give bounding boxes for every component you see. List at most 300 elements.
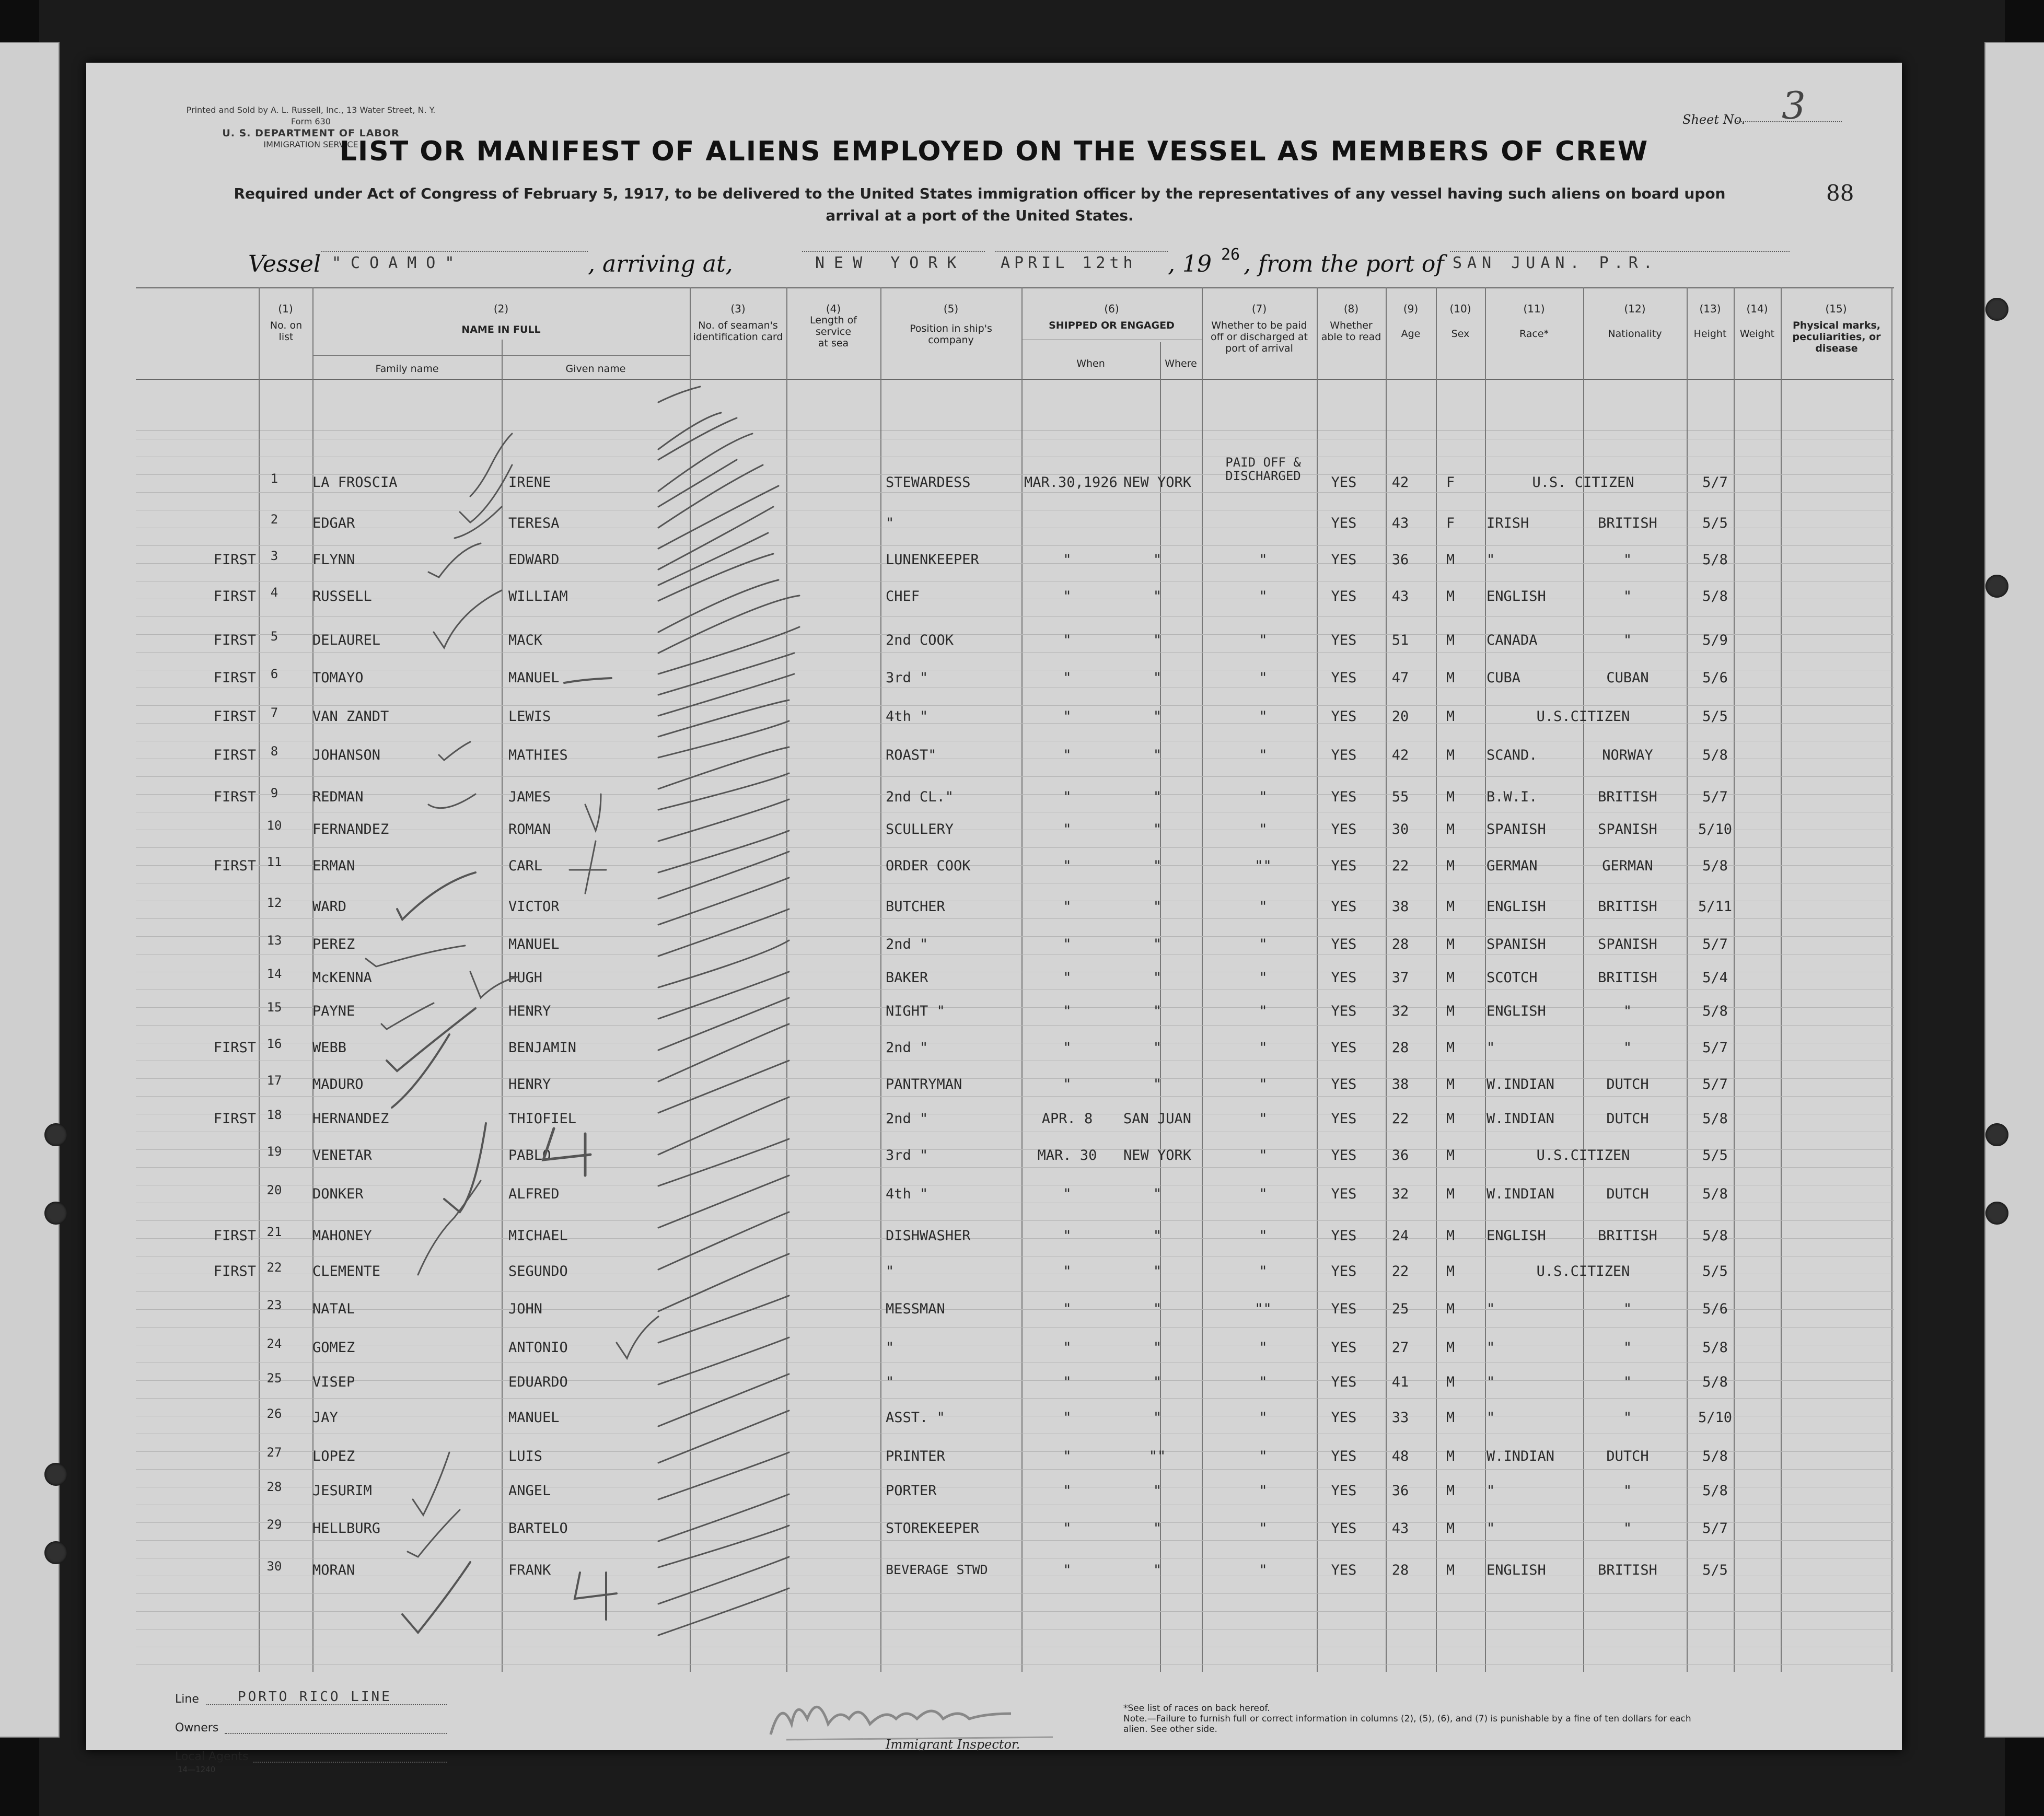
able-to-read: YES	[1331, 1040, 1357, 1056]
given-name: HUGH	[508, 970, 543, 986]
form-code: 14—1240	[178, 1765, 216, 1774]
shipped-where: ""	[1148, 1448, 1166, 1464]
nationality: "	[1623, 588, 1632, 604]
age: 28	[1391, 1562, 1409, 1578]
header-race: Race*	[1519, 328, 1549, 340]
given-name: MATHIES	[508, 747, 568, 763]
table-row	[136, 705, 1894, 729]
sex: M	[1446, 1520, 1455, 1536]
arriving-label: , arriving at,	[588, 251, 733, 277]
able-to-read: YES	[1331, 1410, 1357, 1426]
nationality: SPANISH	[1598, 821, 1657, 837]
shipped-where: "	[1153, 1301, 1162, 1317]
table-row	[136, 455, 1894, 495]
nationality: DUTCH	[1606, 1111, 1649, 1127]
paid-off-status: PAID OFF & DISCHARGED	[1225, 455, 1301, 483]
citizenship: U.S. CITIZEN	[1532, 474, 1634, 491]
shipped-where: "	[1153, 747, 1162, 763]
race: SCAND.	[1486, 747, 1538, 763]
family-name: EDGAR	[312, 515, 355, 531]
list-number: 1	[270, 471, 278, 486]
sex: F	[1446, 515, 1455, 531]
able-to-read: YES	[1331, 1147, 1357, 1163]
able-to-read: YES	[1331, 747, 1357, 763]
family-name: VENETAR	[312, 1147, 372, 1163]
height: 5/8	[1702, 747, 1728, 763]
table-row	[136, 744, 1894, 768]
ruled-line	[136, 776, 1894, 777]
able-to-read: YES	[1331, 474, 1357, 491]
table-row	[136, 1517, 1894, 1541]
paid-off-status: "	[1259, 1003, 1268, 1019]
race: "	[1486, 1520, 1495, 1536]
paid-off-status: "	[1259, 1448, 1268, 1464]
position: "	[886, 1374, 895, 1390]
ruled-line	[136, 1220, 1894, 1221]
sex: M	[1446, 1040, 1455, 1056]
arriving-port: NEW YORK	[815, 254, 966, 272]
sex: M	[1446, 632, 1455, 648]
list-number: 11	[266, 855, 282, 869]
agents-fill-line	[253, 1762, 447, 1763]
sheet-number-value: 3	[1782, 84, 1806, 127]
first-class-mark: FIRST	[213, 1111, 256, 1127]
header-family-name: Family name	[375, 363, 439, 375]
race: "	[1486, 1374, 1495, 1390]
list-number: 4	[270, 585, 278, 600]
height: 5/8	[1702, 1228, 1728, 1244]
height: 5/6	[1702, 1301, 1728, 1317]
nationality: DUTCH	[1606, 1186, 1649, 1202]
family-name: McKENNA	[312, 970, 372, 986]
paid-off-status: "	[1259, 1111, 1268, 1127]
sex: M	[1446, 821, 1455, 837]
nationality: BRITISH	[1598, 899, 1657, 915]
able-to-read: YES	[1331, 789, 1357, 805]
given-name: CARL	[508, 858, 543, 874]
height: 5/8	[1702, 1374, 1728, 1390]
list-number: 18	[266, 1108, 282, 1122]
table-row	[136, 1144, 1894, 1168]
given-name: THIOFIEL	[508, 1111, 577, 1127]
crew-manifest-table	[136, 287, 1894, 1672]
nationality: BRITISH	[1598, 1562, 1657, 1578]
shipped-when: "	[1063, 936, 1072, 952]
shipped-where: "	[1153, 1186, 1162, 1202]
paid-off-status: "	[1259, 552, 1268, 568]
able-to-read: YES	[1331, 1301, 1357, 1317]
list-number: 9	[270, 786, 278, 800]
header-age: Age	[1401, 328, 1421, 340]
height: 5/7	[1702, 474, 1728, 491]
header-col9-number: (9)	[1403, 302, 1419, 315]
height: 5/8	[1702, 1448, 1728, 1464]
shipped-where: "	[1153, 899, 1162, 915]
shipped-where: "	[1153, 552, 1162, 568]
family-name: DONKER	[312, 1186, 364, 1202]
shipped-where: "	[1153, 1562, 1162, 1578]
shipped-where: "	[1153, 1228, 1162, 1244]
age: 42	[1391, 474, 1409, 491]
position: 2nd "	[886, 1040, 928, 1056]
table-row	[136, 1225, 1894, 1249]
nationality: CUBAN	[1606, 670, 1649, 686]
header-col2-number: (2)	[493, 302, 509, 315]
position: 2nd "	[886, 1111, 928, 1127]
given-name: HENRY	[508, 1076, 551, 1092]
race: W.INDIAN	[1486, 1111, 1555, 1127]
first-class-mark: FIRST	[213, 747, 256, 763]
shipped-where: "	[1153, 1410, 1162, 1426]
header-name-in-full: NAME IN FULL	[461, 324, 541, 335]
height: 5/5	[1702, 708, 1728, 725]
family-name: WARD	[312, 899, 347, 915]
given-name: WILLIAM	[508, 588, 568, 604]
race: "	[1486, 1301, 1495, 1317]
family-name: TOMAYO	[312, 670, 364, 686]
height: 5/11	[1698, 899, 1733, 915]
sex: F	[1446, 474, 1455, 491]
paid-off-status: "	[1259, 1483, 1268, 1499]
header-where: Where	[1165, 358, 1197, 369]
race: ENGLISH	[1486, 588, 1546, 604]
ruled-line	[136, 1664, 1894, 1665]
shipped-when: "	[1063, 1520, 1072, 1536]
sex: M	[1446, 1263, 1455, 1279]
nationality: "	[1623, 1374, 1632, 1390]
race: W.INDIAN	[1486, 1186, 1555, 1202]
nationality: DUTCH	[1606, 1448, 1649, 1464]
header-col12-number: (12)	[1624, 302, 1646, 315]
nationality: "	[1623, 1301, 1632, 1317]
shipped-when: "	[1063, 1410, 1072, 1426]
table-row	[136, 1559, 1894, 1583]
arrival-date: APRIL 12th	[1001, 254, 1137, 272]
given-name: MACK	[508, 632, 543, 648]
table-row	[136, 895, 1894, 919]
shipped-when: "	[1063, 588, 1072, 604]
shipped-where: "	[1153, 936, 1162, 952]
race: B.W.I.	[1486, 789, 1538, 805]
able-to-read: YES	[1331, 670, 1357, 686]
age: 43	[1391, 588, 1409, 604]
sex: M	[1446, 1340, 1455, 1356]
family-name: VISEP	[312, 1374, 355, 1390]
race: ENGLISH	[1486, 1562, 1546, 1578]
header-col5-number: (5)	[943, 302, 959, 315]
list-number: 28	[266, 1480, 282, 1494]
table-row	[136, 667, 1894, 691]
shipped-when: "	[1063, 1040, 1072, 1056]
ruled-line	[136, 1611, 1894, 1612]
table-row	[136, 585, 1894, 609]
position: 4th "	[886, 1186, 928, 1202]
given-name: ALFRED	[508, 1186, 560, 1202]
family-name: MORAN	[312, 1562, 355, 1578]
manifest-footer	[86, 1672, 1902, 1774]
list-number: 5	[270, 629, 278, 644]
paid-off-status: "	[1259, 936, 1268, 952]
age: 48	[1391, 1448, 1409, 1464]
given-name: EDUARDO	[508, 1374, 568, 1390]
line-value: PORTO RICO LINE	[238, 1689, 392, 1705]
position: BAKER	[886, 970, 928, 986]
table-row	[136, 629, 1894, 653]
punch-hole	[1985, 575, 2008, 598]
first-class-mark: FIRST	[213, 1263, 256, 1279]
list-number: 7	[270, 705, 278, 720]
sex: M	[1446, 708, 1455, 725]
able-to-read: YES	[1331, 632, 1357, 648]
able-to-read: YES	[1331, 1520, 1357, 1536]
position: PANTRYMAN	[886, 1076, 962, 1092]
paid-off-status: ""	[1255, 1301, 1272, 1317]
paid-off-status: "	[1259, 1228, 1268, 1244]
list-number: 14	[266, 967, 282, 981]
header-when: When	[1076, 358, 1105, 369]
given-name: BARTELO	[508, 1520, 568, 1536]
ruled-line	[136, 1469, 1894, 1470]
height: 5/7	[1702, 1520, 1728, 1536]
sex: M	[1446, 670, 1455, 686]
page-title: LIST OR MANIFEST OF ALIENS EMPLOYED ON THE VESSEL AS MEMBERS OF CREW	[339, 136, 1649, 167]
height: 5/9	[1702, 632, 1728, 648]
sex: M	[1446, 1483, 1455, 1499]
position: 3rd "	[886, 1147, 928, 1163]
age: 25	[1391, 1301, 1409, 1317]
family-name: FERNANDEZ	[312, 821, 389, 837]
given-name: MANUEL	[508, 936, 560, 952]
shipped-when: "	[1063, 821, 1072, 837]
inspector-signature	[760, 1687, 1063, 1745]
race: "	[1486, 552, 1495, 568]
list-number: 20	[266, 1183, 282, 1197]
list-number: 13	[266, 933, 282, 948]
table-row	[136, 1371, 1894, 1395]
age: 38	[1391, 899, 1409, 915]
position: PRINTER	[886, 1448, 945, 1464]
sex: M	[1446, 1228, 1455, 1244]
height: 5/8	[1702, 588, 1728, 604]
able-to-read: YES	[1331, 515, 1357, 531]
header-rule	[136, 379, 1894, 380]
paid-off-status: "	[1259, 821, 1268, 837]
family-name: WEBB	[312, 1040, 347, 1056]
family-name: MADURO	[312, 1076, 364, 1092]
given-name: JOHN	[508, 1301, 543, 1317]
family-name: JESURIM	[312, 1483, 372, 1499]
sex: M	[1446, 588, 1455, 604]
position: "	[886, 1340, 895, 1356]
shipped-where: "	[1153, 632, 1162, 648]
nationality: NORWAY	[1602, 747, 1653, 763]
age: 28	[1391, 1040, 1409, 1056]
first-class-mark: FIRST	[213, 789, 256, 805]
given-name: MANUEL	[508, 670, 560, 686]
shipped-where: "	[1153, 1483, 1162, 1499]
nationality: SPANISH	[1598, 936, 1657, 952]
page-number: 88	[1826, 180, 1854, 206]
first-class-mark: FIRST	[213, 552, 256, 568]
header-col3-number: (3)	[730, 302, 746, 315]
arriving-port-line	[802, 251, 985, 252]
header-col7-number: (7)	[1251, 302, 1267, 315]
table-row	[136, 933, 1894, 957]
height: 5/8	[1702, 1483, 1728, 1499]
shipped-where: "	[1153, 670, 1162, 686]
race: "	[1486, 1410, 1495, 1426]
paid-off-status: "	[1259, 1186, 1268, 1202]
position: 2nd COOK	[886, 632, 954, 648]
list-number: 29	[266, 1517, 282, 1532]
table-row	[136, 512, 1894, 536]
list-number: 30	[266, 1559, 282, 1574]
shipped-when: "	[1063, 899, 1072, 915]
name-header-rule	[312, 355, 690, 356]
paid-off-status: ""	[1255, 858, 1272, 874]
shipped-when: "	[1063, 747, 1072, 763]
race: CUBA	[1486, 670, 1521, 686]
given-name: SEGUNDO	[508, 1263, 568, 1279]
race: "	[1486, 1340, 1495, 1356]
shipped-when: "	[1063, 1374, 1072, 1390]
nationality: "	[1623, 552, 1632, 568]
family-name: CLEMENTE	[312, 1263, 381, 1279]
position: STOREKEEPER	[886, 1520, 979, 1536]
given-name: VICTOR	[508, 899, 560, 915]
owners-label: Owners	[175, 1721, 219, 1734]
age: 43	[1391, 1520, 1409, 1536]
line-label: Line	[175, 1693, 199, 1706]
shipped-when: "	[1063, 1483, 1072, 1499]
year-prefix: , 19	[1168, 251, 1212, 277]
height: 5/7	[1702, 1040, 1728, 1056]
paid-off-status: "	[1259, 1410, 1268, 1426]
position: BEVERAGE STWD	[886, 1562, 988, 1577]
sex: M	[1446, 1301, 1455, 1317]
port-label: , from the port of	[1244, 251, 1444, 277]
form-number: Form 630	[291, 117, 331, 126]
given-name: IRENE	[508, 474, 551, 491]
header-position: Position in ship's company	[910, 323, 992, 346]
shipped-when: "	[1063, 1003, 1072, 1019]
citizenship: U.S.CITIZEN	[1536, 708, 1630, 725]
able-to-read: YES	[1331, 1483, 1357, 1499]
position: ORDER COOK	[886, 858, 971, 874]
list-number: 21	[266, 1225, 282, 1239]
table-row	[136, 1445, 1894, 1469]
able-to-read: YES	[1331, 1374, 1357, 1390]
shipped-where: "	[1153, 1374, 1162, 1390]
shipped-where: NEW YORK	[1123, 474, 1192, 491]
paid-off-status: "	[1259, 1374, 1268, 1390]
list-number: 27	[266, 1445, 282, 1460]
header-weight: Weight	[1739, 328, 1775, 340]
position: PORTER	[886, 1483, 937, 1499]
sex: M	[1446, 789, 1455, 805]
position: "	[886, 515, 895, 531]
age: 43	[1391, 515, 1409, 531]
list-number: 8	[270, 744, 278, 759]
list-number: 2	[270, 512, 278, 527]
shipped-when: "	[1063, 1448, 1072, 1464]
punch-hole	[1985, 298, 2008, 321]
able-to-read: YES	[1331, 1228, 1357, 1244]
races-note: *See list of races on back hereof.	[1123, 1703, 1270, 1714]
given-name: LUIS	[508, 1448, 543, 1464]
first-class-mark: FIRST	[213, 588, 256, 604]
vessel-name: "COAMO"	[332, 254, 464, 272]
adjacent-sheet-right	[1984, 42, 2044, 1738]
nationality: "	[1623, 1520, 1632, 1536]
header-seaman-card: No. of seaman's identification card	[693, 320, 783, 343]
list-number: 22	[266, 1260, 282, 1275]
header-length-of-service: Length of service at sea	[810, 315, 857, 349]
shipped-where: "	[1153, 1076, 1162, 1092]
age: 32	[1391, 1186, 1409, 1202]
paid-off-status: "	[1259, 670, 1268, 686]
able-to-read: YES	[1331, 1076, 1357, 1092]
position: NIGHT "	[886, 1003, 945, 1019]
punch-hole	[44, 1463, 67, 1486]
height: 5/10	[1698, 1410, 1733, 1426]
shipped-where: "	[1153, 1263, 1162, 1279]
able-to-read: YES	[1331, 858, 1357, 874]
able-to-read: YES	[1331, 588, 1357, 604]
first-class-mark: FIRST	[213, 1040, 256, 1056]
height: 5/8	[1702, 1186, 1728, 1202]
owners-fill-line	[225, 1733, 447, 1734]
height: 5/7	[1702, 1076, 1728, 1092]
list-number: 6	[270, 667, 278, 681]
ruled-line	[136, 1593, 1894, 1594]
height: 5/5	[1702, 1562, 1728, 1578]
family-name: RUSSELL	[312, 588, 372, 604]
shipped-where: "	[1153, 789, 1162, 805]
page-subtitle: Required under Act of Congress of February 5, 1917, to be delivered to the United States immigration officer by the representatives of any vessel having such aliens on board upon arrival at a port of the United States.	[234, 185, 1726, 224]
paid-off-status: "	[1259, 1340, 1268, 1356]
header-col4-number: (4)	[826, 302, 841, 315]
paid-off-status: "	[1259, 970, 1268, 986]
able-to-read: YES	[1331, 1562, 1357, 1578]
table-row	[136, 1108, 1894, 1132]
height: 5/8	[1702, 1003, 1728, 1019]
list-number: 19	[266, 1144, 282, 1159]
header-col13-number: (13)	[1699, 302, 1721, 315]
header-col14-number: (14)	[1746, 302, 1768, 315]
list-number: 26	[266, 1406, 282, 1421]
position: 4th "	[886, 708, 928, 725]
sex: M	[1446, 858, 1455, 874]
ruled-line	[136, 1327, 1894, 1328]
punch-hole	[44, 1541, 67, 1564]
punch-hole	[1985, 1202, 2008, 1225]
local-agents-label: Local Agents	[175, 1750, 249, 1763]
manifest-sheet	[86, 63, 1902, 1774]
shipped-when: MAR. 30	[1037, 1147, 1097, 1163]
shipped-where: SAN JUAN	[1123, 1111, 1192, 1127]
departure-port: SAN JUAN. P.R.	[1453, 254, 1658, 272]
sex: M	[1446, 1410, 1455, 1426]
list-number: 15	[266, 1000, 282, 1015]
first-class-mark: FIRST	[213, 858, 256, 874]
height: 5/8	[1702, 858, 1728, 874]
family-name: FLYNN	[312, 552, 355, 568]
race: "	[1486, 1040, 1495, 1056]
shipped-when: "	[1063, 1076, 1072, 1092]
shipped-when: "	[1063, 1301, 1072, 1317]
printer-credit: Printed and Sold by A. L. Russell, Inc., 13 Water Street, N. Y.	[186, 105, 436, 115]
